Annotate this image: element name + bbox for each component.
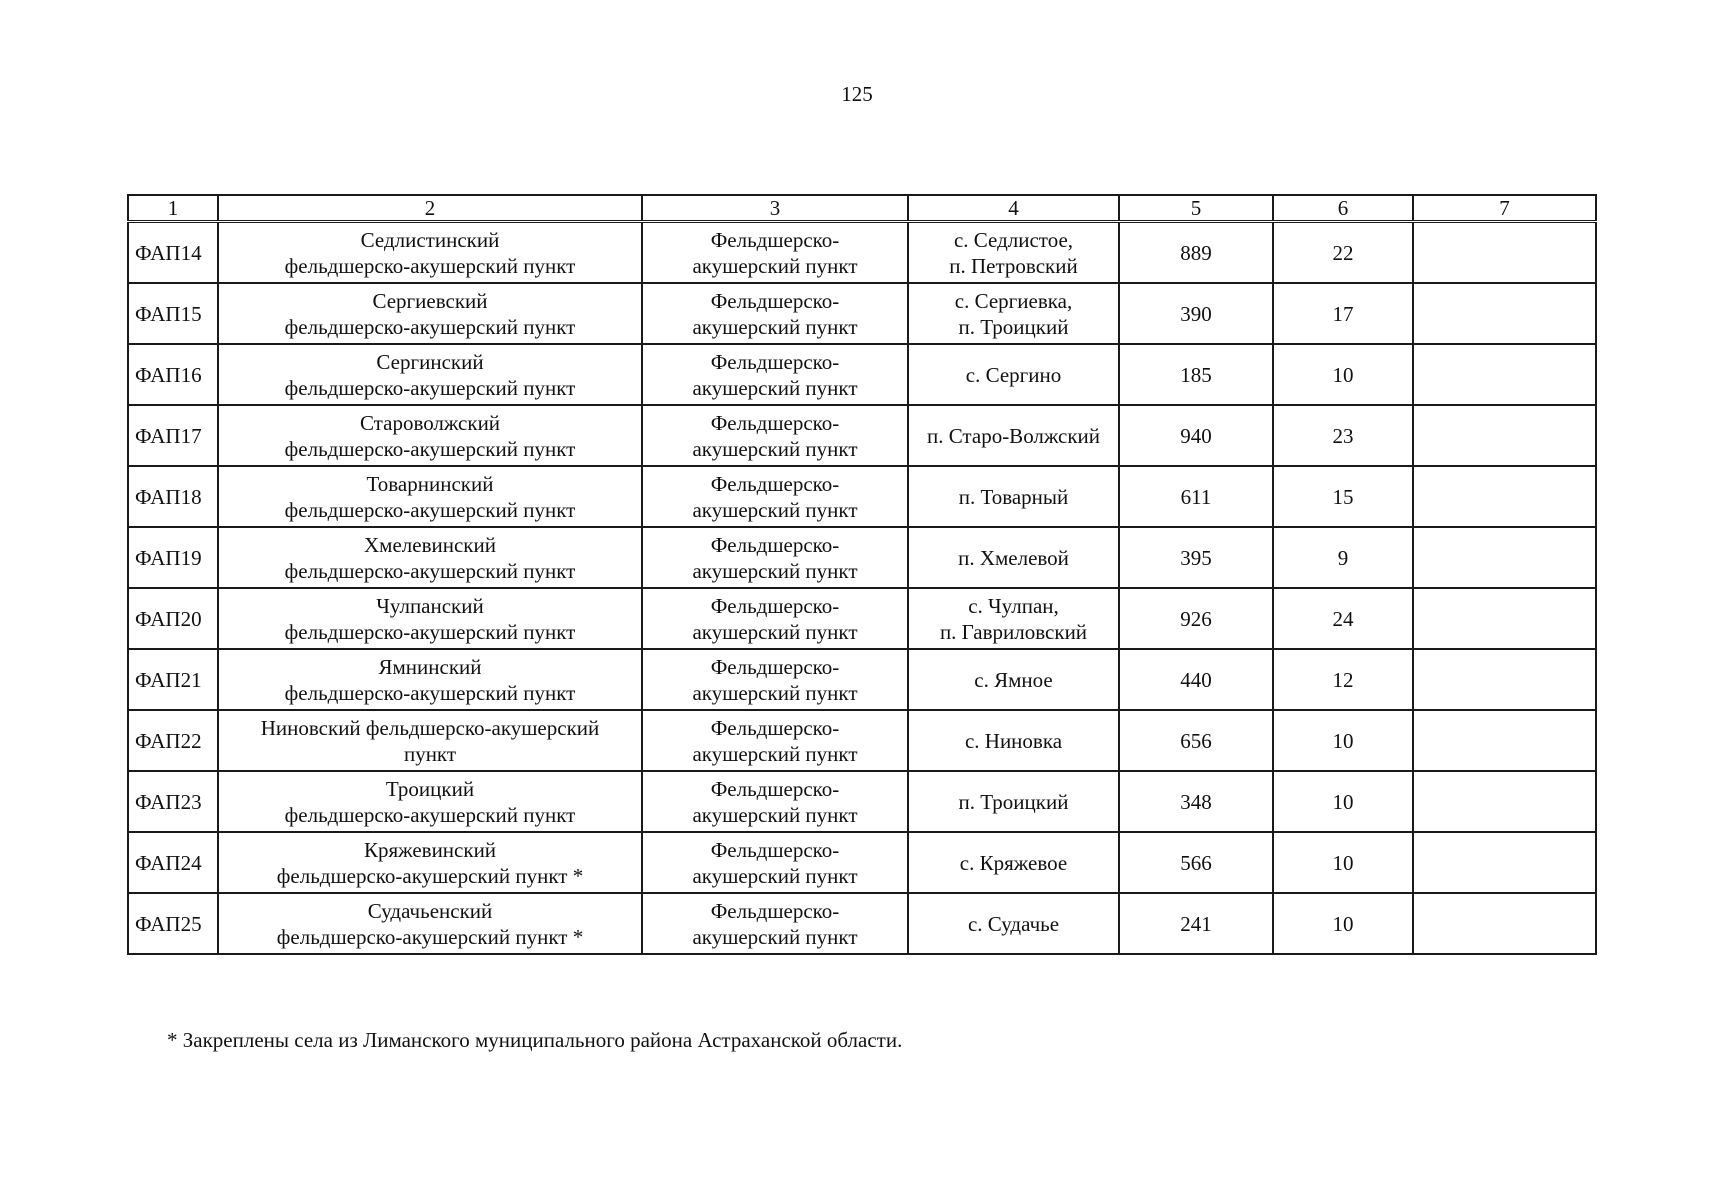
facility-name-cell-line: фельдшерско-акушерский пункт <box>284 558 576 583</box>
facility-name-cell-line: Сергинский <box>376 349 484 374</box>
header-col-3: 3 <box>642 195 908 222</box>
header-col-2: 2 <box>218 195 642 222</box>
facility-location-cell-line: п. Гавриловский <box>939 619 1088 644</box>
table-row <box>128 344 1596 405</box>
table-header <box>128 195 1596 222</box>
facility-location-cell-line: с. Чулпан, <box>968 593 1059 618</box>
table-row <box>128 771 1596 832</box>
facility-code-cell: ФАП16 <box>128 344 218 405</box>
col6-value-cell: 10 <box>1273 771 1413 832</box>
facility-type-cell <box>642 344 908 405</box>
facility-location-cell-line: п. Петровский <box>949 253 1078 278</box>
facility-type-cell-line: Фельдшерско- <box>710 471 840 496</box>
facility-type-cell-line: акушерский пункт <box>692 802 858 827</box>
facility-name-cell-line: Троицкий <box>385 776 475 801</box>
facility-name-cell <box>218 771 642 832</box>
facility-name-cell-line: фельдшерско-акушерский пункт <box>284 497 576 522</box>
col7-empty-cell <box>1413 893 1596 954</box>
col5-value-cell: 241 <box>1119 893 1273 954</box>
facility-type-cell-line: Фельдшерско- <box>710 654 840 679</box>
facility-name-cell-line: фельдшерско-акушерский пункт <box>284 680 576 705</box>
col6-value-cell: 22 <box>1273 222 1413 284</box>
facility-code-cell: ФАП24 <box>128 832 218 893</box>
facility-name-cell <box>218 588 642 649</box>
facility-type-cell <box>642 405 908 466</box>
col7-empty-cell <box>1413 283 1596 344</box>
facility-name-cell-line: пункт <box>403 741 457 766</box>
col5-value-cell: 440 <box>1119 649 1273 710</box>
facility-type-cell <box>642 649 908 710</box>
facility-code-cell: ФАП20 <box>128 588 218 649</box>
col7-empty-cell <box>1413 588 1596 649</box>
facility-name-cell-line: фельдшерско-акушерский пункт <box>284 253 576 278</box>
facility-code-cell: ФАП21 <box>128 649 218 710</box>
facility-location-cell-line: с. Судачье <box>967 911 1060 936</box>
facility-name-cell-line: фельдшерско-акушерский пункт <box>284 375 576 400</box>
facility-name-cell-line: фельдшерско-акушерский пункт * <box>276 924 584 949</box>
table-row <box>128 588 1596 649</box>
facility-code-cell: ФАП25 <box>128 893 218 954</box>
facility-type-cell-line: Фельдшерско- <box>710 715 840 740</box>
facility-name-cell <box>218 283 642 344</box>
facility-type-cell-line: Фельдшерско- <box>710 410 840 435</box>
facility-name-cell-line: Ниновский фельдшерско-акушерский <box>260 715 600 740</box>
col6-value-cell: 15 <box>1273 466 1413 527</box>
facility-location-cell <box>908 710 1119 771</box>
facility-location-cell-line: п. Троицкий <box>958 314 1069 339</box>
facility-location-cell-line: п. Хмелевой <box>958 545 1069 570</box>
facility-type-cell-line: акушерский пункт <box>692 680 858 705</box>
table-row <box>128 893 1596 954</box>
table-row <box>128 222 1596 284</box>
facility-location-cell <box>908 222 1119 284</box>
facility-type-cell <box>642 832 908 893</box>
facility-location-cell-line: с. Седлистое, <box>953 227 1074 252</box>
facilities-table <box>127 194 1597 955</box>
col7-empty-cell <box>1413 222 1596 284</box>
col5-value-cell: 395 <box>1119 527 1273 588</box>
facility-type-cell-line: Фельдшерско- <box>710 593 840 618</box>
facility-code-cell: ФАП15 <box>128 283 218 344</box>
facility-code-cell: ФАП23 <box>128 771 218 832</box>
facility-name-cell <box>218 649 642 710</box>
facility-name-cell-line: Товарнинский <box>366 471 494 496</box>
col6-value-cell: 10 <box>1273 893 1413 954</box>
facility-type-cell-line: Фельдшерско- <box>710 776 840 801</box>
facility-location-cell <box>908 405 1119 466</box>
col7-empty-cell <box>1413 466 1596 527</box>
col5-value-cell: 940 <box>1119 405 1273 466</box>
header-col-1: 1 <box>128 195 218 222</box>
facility-location-cell <box>908 344 1119 405</box>
table-row <box>128 527 1596 588</box>
facility-name-cell <box>218 466 642 527</box>
facility-type-cell-line: Фельдшерско- <box>710 837 840 862</box>
facility-code-cell: ФАП19 <box>128 527 218 588</box>
col5-value-cell: 566 <box>1119 832 1273 893</box>
facility-type-cell-line: Фельдшерско- <box>710 227 840 252</box>
facility-name-cell-line: фельдшерско-акушерский пункт * <box>276 863 584 888</box>
facility-name-cell-line: Седлистинский <box>360 227 500 252</box>
facility-code-cell: ФАП14 <box>128 222 218 284</box>
facilities-table-wrapper <box>127 194 1595 955</box>
col7-empty-cell <box>1413 649 1596 710</box>
facility-location-cell-line: с. Сергиевка, <box>954 288 1073 313</box>
col7-empty-cell <box>1413 405 1596 466</box>
facility-name-cell-line: Кряжевинский <box>363 837 497 862</box>
facility-name-cell-line: фельдшерско-акушерский пункт <box>284 436 576 461</box>
facility-name-cell <box>218 893 642 954</box>
col7-empty-cell <box>1413 344 1596 405</box>
facility-name-cell-line: Сергиевский <box>372 288 488 313</box>
col7-empty-cell <box>1413 527 1596 588</box>
facility-type-cell-line: акушерский пункт <box>692 253 858 278</box>
col5-value-cell: 656 <box>1119 710 1273 771</box>
col6-value-cell: 23 <box>1273 405 1413 466</box>
header-col-6: 6 <box>1273 195 1413 222</box>
header-col-4: 4 <box>908 195 1119 222</box>
col6-value-cell: 10 <box>1273 344 1413 405</box>
facility-location-cell <box>908 771 1119 832</box>
facility-type-cell-line: акушерский пункт <box>692 314 858 339</box>
table-row <box>128 283 1596 344</box>
facility-type-cell-line: акушерский пункт <box>692 436 858 461</box>
facility-location-cell <box>908 527 1119 588</box>
facility-name-cell <box>218 222 642 284</box>
facility-location-cell <box>908 649 1119 710</box>
table-row <box>128 405 1596 466</box>
facility-location-cell-line: п. Старо-Волжский <box>926 423 1101 448</box>
header-col-5: 5 <box>1119 195 1273 222</box>
facility-type-cell-line: акушерский пункт <box>692 558 858 583</box>
table-body <box>128 222 1596 955</box>
facility-name-cell-line: Староволжский <box>359 410 501 435</box>
page-number: 125 <box>841 82 873 106</box>
facility-name-cell <box>218 710 642 771</box>
table-row <box>128 710 1596 771</box>
facility-code-cell: ФАП18 <box>128 466 218 527</box>
col5-value-cell: 185 <box>1119 344 1273 405</box>
facility-type-cell <box>642 710 908 771</box>
table-row <box>128 649 1596 710</box>
facility-location-cell <box>908 466 1119 527</box>
facility-type-cell-line: Фельдшерско- <box>710 532 840 557</box>
col6-value-cell: 24 <box>1273 588 1413 649</box>
facility-name-cell-line: Ямнинский <box>378 654 482 679</box>
facility-type-cell <box>642 466 908 527</box>
table-row <box>128 466 1596 527</box>
facility-type-cell-line: акушерский пункт <box>692 741 858 766</box>
facility-type-cell-line: акушерский пункт <box>692 863 858 888</box>
col7-empty-cell <box>1413 771 1596 832</box>
facility-type-cell-line: акушерский пункт <box>692 619 858 644</box>
facility-type-cell <box>642 222 908 284</box>
footnote: * Закреплены села из Лиманского муниципального района Астраханской области. <box>167 1028 903 1052</box>
col6-value-cell: 10 <box>1273 710 1413 771</box>
facility-type-cell <box>642 771 908 832</box>
facility-type-cell-line: акушерский пункт <box>692 924 858 949</box>
facility-type-cell <box>642 283 908 344</box>
facility-location-cell-line: с. Кряжевое <box>959 850 1068 875</box>
facility-type-cell <box>642 588 908 649</box>
facility-type-cell-line: акушерский пункт <box>692 375 858 400</box>
col6-value-cell: 17 <box>1273 283 1413 344</box>
facility-location-cell-line: п. Товарный <box>958 484 1069 509</box>
facility-type-cell <box>642 893 908 954</box>
facility-location-cell-line: с. Ямное <box>974 667 1053 692</box>
col5-value-cell: 348 <box>1119 771 1273 832</box>
facility-location-cell-line: с. Ниновка <box>964 728 1063 753</box>
facility-type-cell-line: акушерский пункт <box>692 497 858 522</box>
facility-name-cell <box>218 405 642 466</box>
facility-name-cell-line: фельдшерско-акушерский пункт <box>284 619 576 644</box>
table-row <box>128 832 1596 893</box>
header-col-7: 7 <box>1413 195 1596 222</box>
facility-location-cell <box>908 893 1119 954</box>
facility-name-cell <box>218 344 642 405</box>
facility-code-cell: ФАП22 <box>128 710 218 771</box>
facility-type-cell-line: Фельдшерско- <box>710 898 840 923</box>
facility-name-cell-line: Судачьенский <box>367 898 493 923</box>
facility-type-cell <box>642 527 908 588</box>
facility-location-cell-line: п. Троицкий <box>958 789 1069 814</box>
facility-location-cell <box>908 588 1119 649</box>
col7-empty-cell <box>1413 710 1596 771</box>
facility-type-cell-line: Фельдшерско- <box>710 288 840 313</box>
facility-location-cell <box>908 283 1119 344</box>
facility-type-cell-line: Фельдшерско- <box>710 349 840 374</box>
col6-value-cell: 9 <box>1273 527 1413 588</box>
col6-value-cell: 10 <box>1273 832 1413 893</box>
col5-value-cell: 390 <box>1119 283 1273 344</box>
header-row <box>128 195 1596 222</box>
col5-value-cell: 926 <box>1119 588 1273 649</box>
col7-empty-cell <box>1413 832 1596 893</box>
facility-name-cell-line: фельдшерско-акушерский пункт <box>284 802 576 827</box>
col6-value-cell: 12 <box>1273 649 1413 710</box>
facility-location-cell-line: с. Сергино <box>965 362 1062 387</box>
facility-location-cell <box>908 832 1119 893</box>
facility-code-cell: ФАП17 <box>128 405 218 466</box>
facility-name-cell-line: фельдшерско-акушерский пункт <box>284 314 576 339</box>
facility-name-cell <box>218 527 642 588</box>
facility-name-cell <box>218 832 642 893</box>
col5-value-cell: 889 <box>1119 222 1273 284</box>
col5-value-cell: 611 <box>1119 466 1273 527</box>
facility-name-cell-line: Хмелевинский <box>364 532 496 557</box>
facility-name-cell-line: Чулпанский <box>376 593 484 618</box>
